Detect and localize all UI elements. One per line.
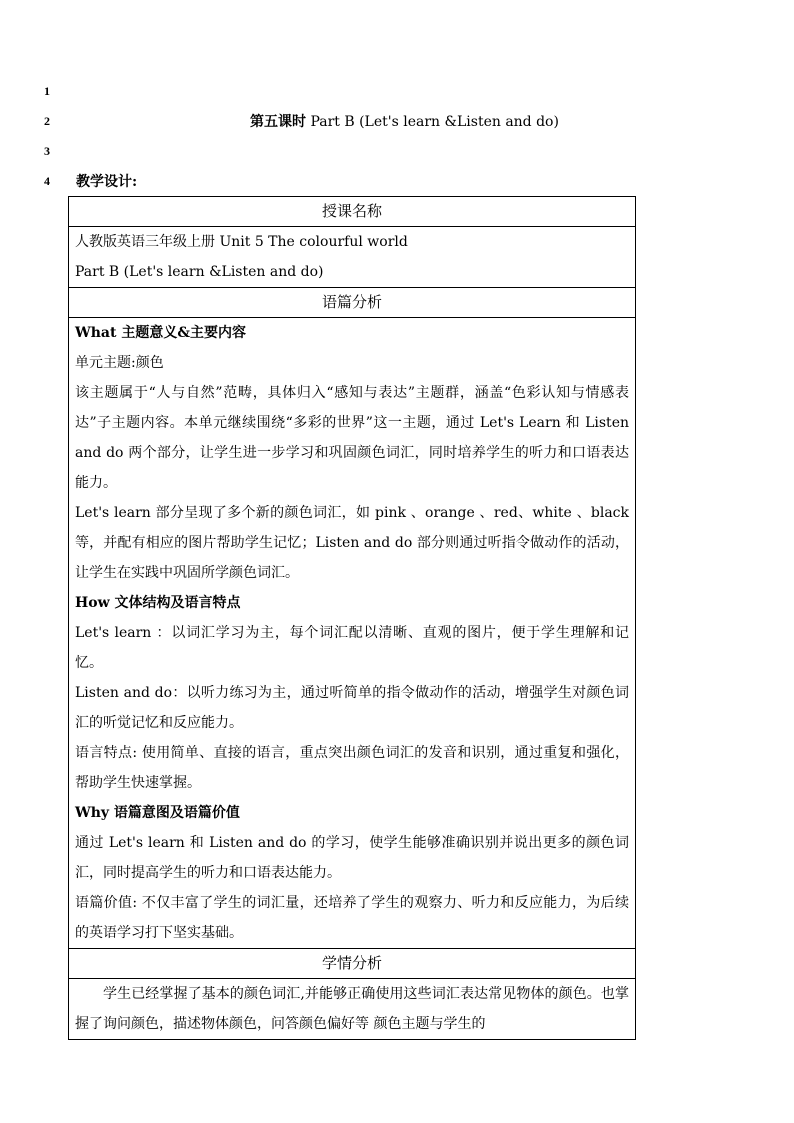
text-value: 语篇价值: 不仅丰富了学生的词汇量，还培养了学生的观察力、听力和反应能力，为后续的英语学习打下坚实基础。	[75, 895, 629, 941]
line-number-1: 1	[44, 84, 50, 98]
learner-analysis-text: 学生已经掌握了基本的颜色词汇,并能够正确使用这些词汇表达常见物体的颜色。也掌握了询问颜色，描述物体颜色，问答颜色偏好等 颜色主题与学生的	[75, 986, 629, 1032]
course-name-header: 授课名称	[69, 197, 636, 227]
lets-learn-description: Let's learn 部分呈现了多个新的颜色词汇，如 pink 、orange 、red、white 、black 等，并配有相应的图片帮助学生记忆；Listen and do 部分则通过听指令做动作的活动，让学生在实践中巩固所学颜色词汇。	[75, 505, 629, 581]
course-name-line: 人教版英语三年级上册 Unit 5 The colourful world	[75, 234, 408, 250]
course-name-cell	[69, 227, 636, 288]
why-heading: Why 语篇意图及语篇价值	[75, 805, 240, 821]
how-heading: How 文体结构及语言特点	[75, 595, 241, 611]
lesson-part: Part B (Let's learn &Listen and do)	[306, 114, 559, 130]
text-analysis-cell	[69, 318, 636, 949]
learner-analysis-header: 学情分析	[69, 949, 636, 979]
line-number-2: 2	[44, 114, 50, 128]
theme-description: 该主题属于“人与自然”范畴，具体归入“感知与表达”主题群，涵盖“色彩认知与情感表达”子主题内容。本单元继续围绕“多彩的世界”这一主题，通过 Let's Learn 和 Listen and do 两个部分，让学生进一步学习和巩固颜色词汇，同时培养学生的听力和口语表达能力。	[75, 385, 629, 491]
teaching-design-label: 教学设计:	[76, 174, 138, 190]
lets-learn-structure: Let's learn ：以词汇学习为主，每个词汇配以清晰、直观的图片，便于学生理解和记忆。	[75, 625, 629, 671]
lesson-plan-table	[68, 196, 636, 1040]
lesson-number: 第五课时	[250, 114, 306, 130]
what-heading: What 主题意义&主要内容	[75, 325, 246, 341]
unit-theme: 单元主题:颜色	[75, 355, 164, 371]
listen-and-do-structure: Listen and do：以听力练习为主，通过听简单的指令做动作的活动，增强学生对颜色词汇的听觉记忆和反应能力。	[75, 685, 629, 731]
course-name-line: Part B (Let's learn &Listen and do)	[75, 264, 324, 280]
text-analysis-header: 语篇分析	[69, 288, 636, 318]
lesson-title	[250, 111, 559, 131]
line-number-3: 3	[44, 144, 50, 158]
language-features: 语言特点: 使用简单、直接的语言，重点突出颜色词汇的发音和识别，通过重复和强化，帮助学生快速掌握。	[75, 745, 629, 791]
learner-analysis-cell	[69, 979, 636, 1040]
learning-purpose: 通过 Let's learn 和 Listen and do 的学习，使学生能够准确识别并说出更多的颜色词汇，同时提高学生的听力和口语表达能力。	[75, 835, 629, 881]
line-number-4: 4	[44, 174, 50, 188]
